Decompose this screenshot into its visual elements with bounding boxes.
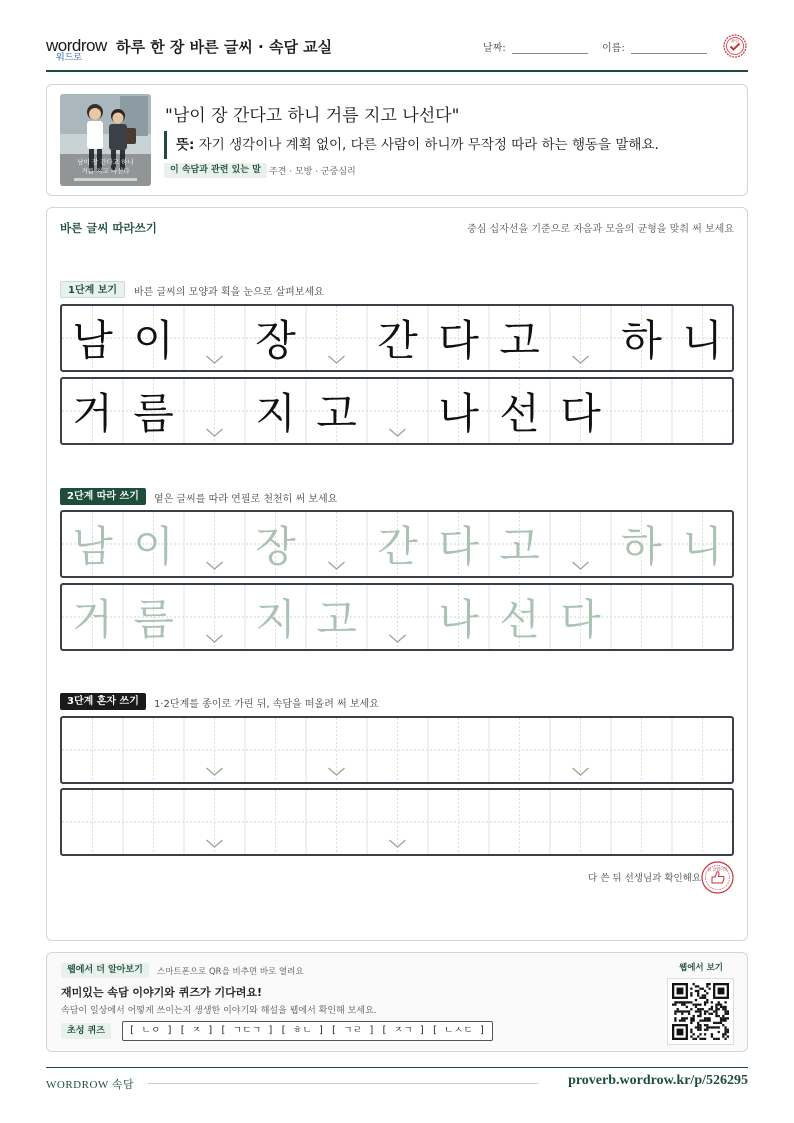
- check-seal-icon: [723, 34, 747, 58]
- practice-char: 지: [255, 389, 296, 438]
- step1-row-1: [60, 304, 734, 372]
- meaning-text: 자기 생각이나 계획 없이, 다른 사람이 하니까 무작정 따라 하는 행동을 말해요.: [194, 137, 659, 153]
- practice-char: 고: [316, 389, 357, 438]
- practice-char: 고: [499, 316, 540, 365]
- stamp-text: 참 잘했어요: [707, 866, 728, 872]
- web-headline: 재미있는 속담 이야기와 퀴즈가 기다려요!: [61, 986, 262, 999]
- practice-char: 고: [316, 595, 357, 644]
- step1-row-2: [60, 377, 734, 445]
- practice-char: [306, 512, 367, 576]
- step3-badge: 3단계 혼자 쓰기: [60, 693, 146, 710]
- practice-char: [306, 306, 367, 370]
- logo-subtitle: 워드로: [56, 53, 83, 63]
- related-words: 주견 · 모방 · 군중심리: [269, 167, 356, 177]
- practice-char: 남: [72, 522, 113, 571]
- practice-char: 간: [377, 316, 418, 365]
- practice-char: 다: [438, 522, 479, 571]
- practice-char: 이: [133, 522, 174, 571]
- web-subtext: 속담이 일상에서 어떻게 쓰이는지 생생한 이야기와 해설을 웹에서 확인해 보세요.: [61, 1006, 377, 1016]
- practice-char: [611, 379, 672, 443]
- step3-row-1[interactable]: [60, 716, 734, 784]
- practice-char: 지: [255, 595, 296, 644]
- thumbnail-caption-2: 거름 지고 나선다: [81, 167, 130, 175]
- name-label: 이름:: [602, 43, 625, 54]
- related-words-badge: 이 속담과 관련 있는 말: [164, 163, 267, 178]
- practice-hint: 중심 십자선을 기준으로 자음과 모음의 균형을 맞춰 써 보세요: [467, 224, 734, 235]
- practice-char: [550, 512, 611, 576]
- practice-char: 하: [621, 316, 662, 365]
- web-more-badge: 웹에서 더 알아보기: [61, 963, 149, 978]
- practice-char: 장: [255, 522, 296, 571]
- proverb-illustration: [60, 94, 151, 186]
- writing-grid: [62, 718, 732, 782]
- page-header: [46, 28, 748, 72]
- wordrow-logo: wordrow: [46, 36, 107, 55]
- practice-char: 다: [560, 389, 601, 438]
- date-field[interactable]: [512, 53, 588, 54]
- proverb-meaning: [164, 131, 659, 159]
- practice-char: [184, 306, 245, 370]
- practice-char: 니: [682, 522, 723, 571]
- practice-char: 이: [133, 316, 174, 365]
- practice-char: 거: [72, 595, 113, 644]
- writing-grid: [62, 790, 732, 854]
- practice-char: [672, 379, 733, 443]
- meaning-label: 뜻:: [176, 137, 195, 153]
- step2-row-1[interactable]: [60, 510, 734, 578]
- practice-char: [367, 379, 428, 443]
- practice-char: 간: [377, 522, 418, 571]
- practice-char: 나: [438, 389, 479, 438]
- step2-row-2[interactable]: [60, 583, 734, 651]
- web-more-box: [46, 952, 748, 1052]
- teacher-check-note: 다 쓴 뒤 선생님과 확인해요: [588, 873, 702, 884]
- practice-char: 름: [133, 389, 174, 438]
- footer-brand: WORDROW 속담: [46, 1079, 135, 1091]
- practice-char: [367, 585, 428, 649]
- practice-char: 름: [133, 595, 174, 644]
- practice-char: 하: [621, 522, 662, 571]
- practice-char: [184, 379, 245, 443]
- qr-code[interactable]: [667, 978, 734, 1045]
- step2-badge: 2단계 따라 쓰기: [60, 488, 146, 505]
- practice-title: 바른 글씨 따라쓰기: [60, 221, 157, 235]
- page-title: 하루 한 장 바른 글씨 · 속담 교실: [116, 38, 333, 56]
- good-job-stamp-icon: [701, 861, 734, 894]
- step2-desc: 옅은 글씨를 따라 연필로 천천히 써 보세요: [154, 494, 338, 505]
- footer-url[interactable]: proverb.wordrow.kr/p/526295: [568, 1073, 748, 1088]
- step3-desc: 1·2단계를 종이로 가린 뒤, 속담을 떠올려 써 보세요: [154, 699, 379, 710]
- practice-char: [184, 512, 245, 576]
- practice-char: 선: [499, 595, 540, 644]
- practice-char: [611, 585, 672, 649]
- practice-char: 남: [72, 316, 113, 365]
- chosung-quiz-label: 초성 퀴즈: [61, 1023, 111, 1039]
- practice-char: 거: [72, 389, 113, 438]
- step1-badge: 1단계 보기: [60, 281, 125, 298]
- step3-row-2[interactable]: [60, 788, 734, 856]
- practice-char: 니: [682, 316, 723, 365]
- footer-rule: [148, 1083, 538, 1084]
- practice-char: 다: [560, 595, 601, 644]
- practice-char: [184, 585, 245, 649]
- qr-label: 웹에서 보기: [679, 963, 724, 973]
- practice-char: 선: [499, 389, 540, 438]
- date-label: 날짜:: [483, 43, 506, 54]
- qr-code-icon: [672, 983, 729, 1040]
- proverb-card: [46, 84, 748, 196]
- chosung-quiz: [ ㄴㅇ ] [ ㅈ ] [ ㄱㄷㄱ ] [ ㅎㄴ ] [ ㄱㄹ ] [ ㅈㄱ ] [ ㄴㅅㄷ ]: [122, 1021, 493, 1041]
- footer-divider: [46, 1067, 748, 1068]
- seal-text: 확인: [731, 38, 739, 44]
- step1-desc: 바른 글씨의 모양과 획을 눈으로 살펴보세요: [134, 287, 324, 298]
- practice-char: 다: [438, 316, 479, 365]
- proverb-text: "남이 장 간다고 하니 거름 지고 나선다": [165, 106, 460, 126]
- practice-char: 고: [499, 522, 540, 571]
- qr-instruction: 스마트폰으로 QR을 비추면 바로 열려요: [157, 967, 304, 977]
- name-field[interactable]: [631, 53, 707, 54]
- practice-char: [550, 306, 611, 370]
- practice-char: [672, 585, 733, 649]
- practice-char: 장: [255, 316, 296, 365]
- practice-char: 나: [438, 595, 479, 644]
- thumbnail-caption-1: 남이 장 간다고 하니: [77, 158, 134, 166]
